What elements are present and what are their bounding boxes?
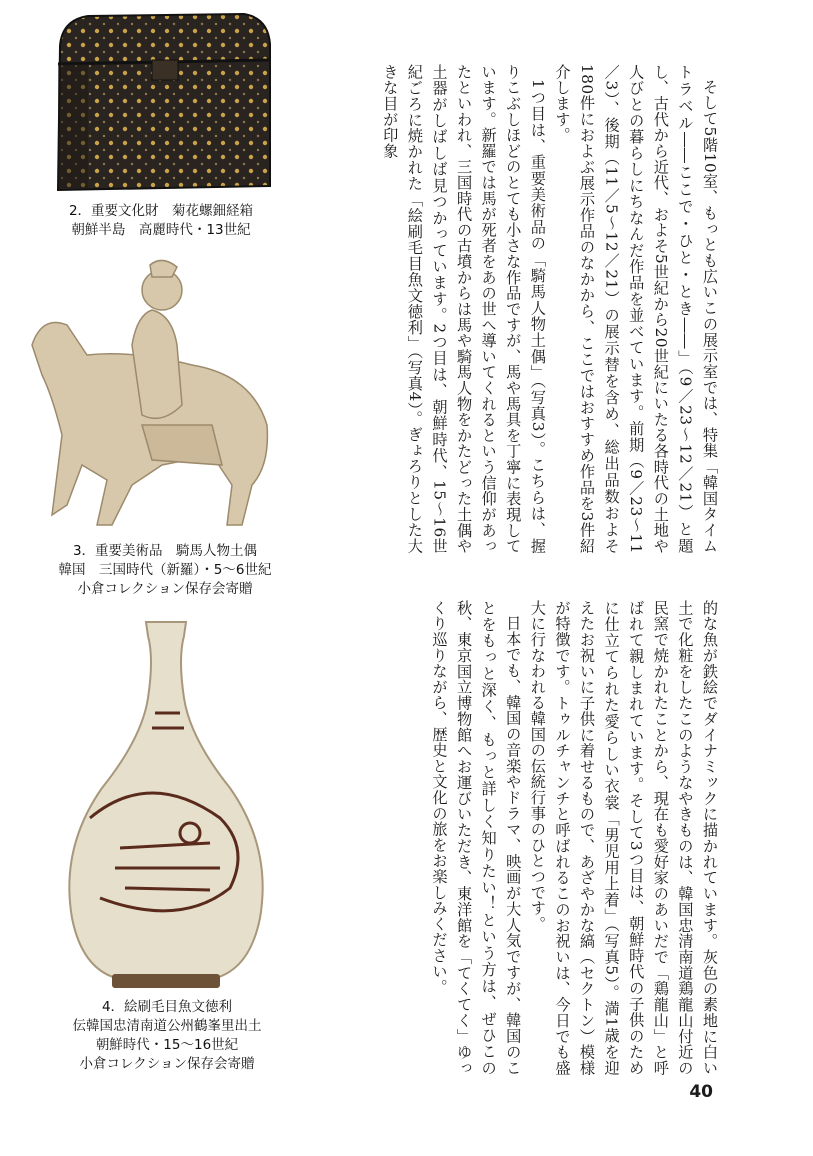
photo-fish-bottle <box>60 618 272 990</box>
article-paragraph: 的な魚が鉄絵でダイナミックに描かれています。灰色の素地に白い土で化粧をしたこのようなやきものは、韓国忠清南道鶏龍山付近の民窯で焼かれたことから、現在も愛好家のあいだで「鶏龍山」と呼ばれて親しまれています。そして3つ目は、朝鮮時代の子供のために仕立てられた愛らしい衣裳「男児用上着」（写真5）。満1歳を迎えたお祝いに子供に着せるもので、あざやかな縞（セクトン）模様が特徴です。トゥルチャンチと呼ばれるこのお祝いは、今日でも盛大に行なわれる韓国の伝統行事のひとつです。 <box>528 600 719 1076</box>
caption-photo4 <box>32 998 302 1074</box>
article-upper-block <box>306 64 722 554</box>
page-number: 40 <box>689 1082 713 1102</box>
caption-line: 朝鮮時代・15～16世紀 <box>95 1037 239 1053</box>
article-lower-block <box>306 600 722 1076</box>
article-paragraph: 日本でも、韓国の音楽やドラマ、映画が大人気ですが、韓国のことをもっと深く、もっと詳しく知りたい！という方は、ぜひこの秋、東京国立博物館へお運びいただき、東洋館を「てくてく」ゆっくり巡りながら、歴史と文化の旅をお楽しみください。 <box>430 600 523 1076</box>
photo-sutra-box <box>48 10 274 194</box>
caption-line: 韓国 三国時代（新羅）・5～6世紀 <box>58 562 272 578</box>
caption-line: 朝鮮半島 高麗時代・13世紀 <box>71 222 251 238</box>
caption-line: 2．重要文化財 菊花螺鈿経箱 <box>68 203 254 219</box>
caption-line: 小倉コレクション保存会寄贈 <box>77 581 253 597</box>
caption-photo3 <box>30 542 300 599</box>
caption-line: 伝韓国忠清南道公州鶴峯里出土 <box>72 1018 262 1034</box>
caption-line: 小倉コレクション保存会寄贈 <box>79 1056 255 1072</box>
caption-photo2 <box>48 202 274 240</box>
caption-line: 3．重要美術品 騎馬人物土偶 <box>72 543 258 559</box>
article-paragraph: そして5階10室、もっとも広いこの展示室では、特集「韓国タイムトラベル――ここで・ひと・とき――」（9／23～12／21）と題し、古代から近代、およそ5世紀から20世紀にいたる各時代の土地や人びとの暮らしにちなんだ作品を並べています。前期（9／23～11／3）、後期（11／5～12／21）の展示替を含め、総出品数およそ180件におよぶ展示作品のなかから、ここではおすすめ作品を3件紹介します。 <box>553 64 719 554</box>
caption-line: 4．絵刷毛目魚文徳利 <box>101 999 233 1015</box>
photo-horse-rider-figurine <box>12 255 282 535</box>
article-paragraph: 1つ目は、重要美術品の「騎馬人物土偶」（写真3）。こちらは、握りこぶしほどのとても小さな作品ですが、馬や馬具を丁寧に表現しています。新羅では馬が死者をあの世へ導いてくれるという信仰があったといわれ、三国時代の古墳からは馬や騎馬人物をかたどった土偶や土器がしばしば見つかっています。2つ目は、朝鮮時代、15～16世紀ごろに焼かれた「絵刷毛目魚文徳利」（写真4）。ぎょろりとした大きな目が印象 <box>381 64 547 554</box>
